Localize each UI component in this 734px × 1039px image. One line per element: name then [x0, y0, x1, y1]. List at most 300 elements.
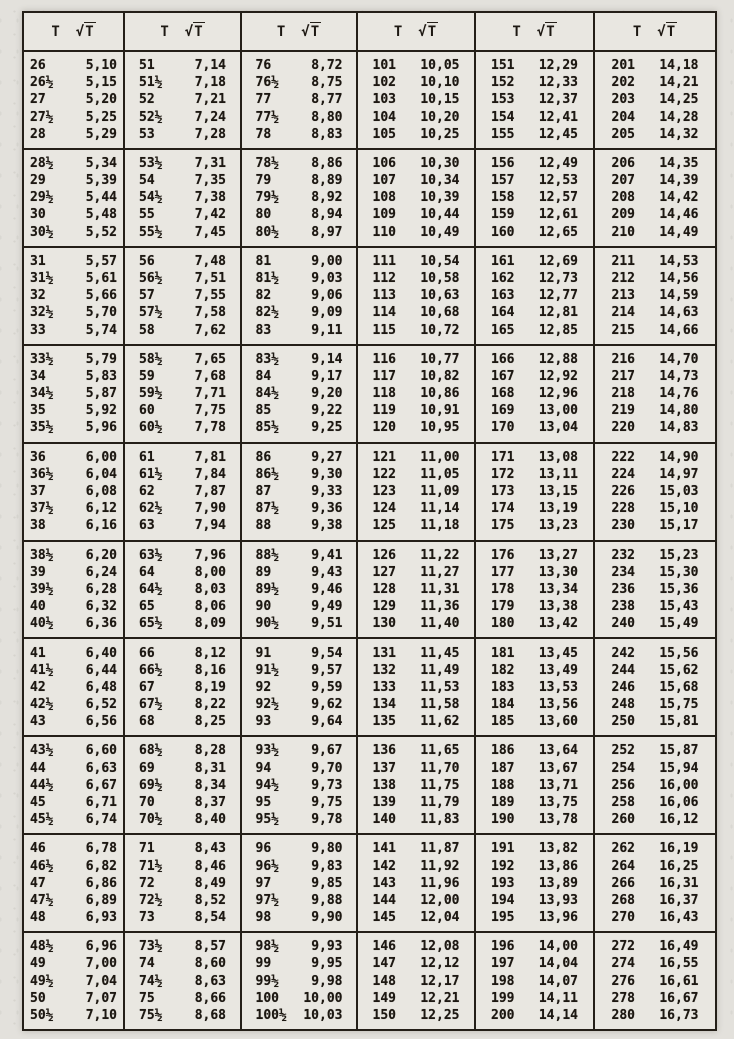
table-row: [24, 468, 123, 481]
table-row: [24, 255, 123, 268]
row-block: [595, 52, 715, 148]
t-value: 77½: [255, 109, 279, 125]
sqrt-value: 7,04: [85, 973, 117, 989]
t-value: 48: [30, 909, 46, 925]
table-row: [242, 877, 356, 890]
t-value: 185: [491, 714, 515, 730]
t-value: 84: [255, 369, 272, 384]
sqrt-value: 9,41: [311, 547, 343, 563]
t-value: 218: [611, 386, 635, 402]
t-value: 95: [255, 794, 272, 810]
sqrt-value: 15,81: [659, 714, 699, 730]
t-value: 126: [372, 547, 396, 563]
table-row: [125, 813, 240, 826]
t-value: 165: [491, 322, 515, 338]
table-row: [595, 975, 715, 988]
t-value: 111: [372, 253, 396, 269]
t-value: 105: [372, 126, 396, 142]
sqrt-value: 13,23: [538, 518, 578, 534]
t-value: 156: [491, 156, 515, 172]
t-value: 76: [255, 58, 272, 74]
t-value: 115: [372, 322, 396, 338]
sqrt-value: 15,23: [659, 547, 699, 563]
table-row: [595, 600, 715, 613]
sqrt-value: 11,40: [420, 616, 460, 632]
table-row: [242, 128, 356, 141]
table-row: [242, 698, 356, 711]
sqrt-value: 8,72: [311, 58, 343, 74]
sqrt-value: 12,37: [538, 92, 578, 108]
t-value: 254: [611, 760, 635, 776]
sqrt-value: 5,44: [85, 190, 117, 206]
table-row: [595, 940, 715, 953]
row-block: [24, 52, 123, 148]
sqrt-value: 10,95: [420, 420, 460, 436]
table-row: [125, 451, 240, 464]
sqrt-value: 10,00: [303, 990, 343, 1006]
table-row: [595, 715, 715, 728]
column-header: [242, 13, 356, 52]
t-value: 80: [255, 207, 272, 223]
t-value: 268: [611, 892, 635, 908]
table-row: [595, 877, 715, 890]
sqrt-value: 12,65: [538, 224, 578, 240]
table-row: [125, 324, 240, 337]
table-row: [24, 306, 123, 319]
t-value: 189: [491, 794, 515, 810]
sqrt-value: 10,10: [420, 75, 460, 91]
table-row: [476, 957, 593, 970]
table-row: [24, 566, 123, 579]
sqrt-value: 9,20: [311, 386, 343, 402]
t-value: 103: [372, 92, 396, 108]
sqrt-value: 10,82: [420, 369, 460, 384]
table-row: [24, 93, 123, 106]
sqrt-value: 13,04: [538, 420, 578, 436]
table-row: [476, 975, 593, 988]
sqrt-value: 12,45: [538, 126, 578, 142]
table-row: [242, 664, 356, 677]
table-row: [125, 647, 240, 660]
sqrt-value: 15,03: [659, 484, 699, 500]
t-value: 95½: [255, 812, 279, 828]
table-row: [358, 404, 474, 417]
t-value: 187: [491, 760, 515, 776]
t-value: 244: [611, 662, 635, 678]
t-value: 274: [611, 956, 635, 972]
t-value: 64: [139, 564, 155, 580]
table-row: [476, 519, 593, 532]
t-value: 40½: [30, 616, 54, 632]
sqrt-value: 16,31: [659, 875, 699, 891]
table-row: [125, 485, 240, 498]
t-value: 197: [491, 956, 515, 972]
t-value: 88½: [255, 547, 279, 563]
table-row: [595, 647, 715, 660]
sqrt-value: 8,19: [194, 679, 226, 695]
sqrt-value: 16,49: [659, 939, 699, 955]
sqrt-value: 14,63: [659, 305, 699, 321]
table-row: [476, 272, 593, 285]
table-row: [476, 940, 593, 953]
sqrt-value: 6,20: [85, 547, 117, 563]
sqrt-value: 13,00: [538, 403, 578, 419]
table-row: [358, 744, 474, 757]
table-row: [125, 715, 240, 728]
table-row: [125, 744, 240, 757]
table-row: [125, 940, 240, 953]
t-value: 110: [372, 224, 396, 240]
table-row: [595, 451, 715, 464]
sqrt-value: 8,92: [311, 190, 343, 206]
sqrt-value: 12,12: [420, 956, 460, 972]
t-value: 91: [255, 645, 272, 661]
table-row: [595, 860, 715, 873]
table-row: [595, 324, 715, 337]
table-row: [125, 111, 240, 124]
sqrt-value: 14,46: [659, 207, 699, 223]
column-header: [476, 13, 593, 52]
column-header: [24, 13, 123, 52]
table-row: [125, 353, 240, 366]
sqrt-value: 13,49: [538, 662, 578, 678]
table-row: [358, 208, 474, 221]
table-row: [476, 549, 593, 562]
t-value: 217: [611, 369, 635, 384]
t-value: 142: [372, 858, 396, 874]
t-value: 137: [372, 760, 396, 776]
sqrt-value: 7,51: [194, 271, 226, 287]
sqrt-value: 6,00: [85, 449, 117, 465]
table-row: [125, 681, 240, 694]
sqrt-value: 9,06: [311, 288, 343, 304]
table-row: [358, 451, 474, 464]
table-row: [595, 174, 715, 187]
table-row: [358, 975, 474, 988]
table-row: [595, 255, 715, 268]
table-row: [595, 370, 715, 383]
sqrt-value: 13,56: [538, 697, 578, 712]
sqrt-value: 10,44: [420, 207, 460, 223]
sqrt-value: 5,10: [85, 58, 117, 74]
t-value: 86: [255, 449, 272, 465]
sqrt-value: 8,66: [194, 990, 226, 1006]
table-row: [358, 421, 474, 434]
sqrt-value: 7,24: [194, 109, 226, 125]
table-row: [24, 324, 123, 337]
table-row: [125, 1009, 240, 1022]
table-row: [125, 519, 240, 532]
sqrt-value: 11,58: [420, 697, 460, 712]
table-row: [242, 324, 356, 337]
t-value: 91½: [255, 662, 279, 678]
sqrt-value: 6,16: [85, 518, 117, 534]
table-row: [476, 485, 593, 498]
table-row: [358, 647, 474, 660]
t-value: 139: [372, 794, 396, 810]
sqrt-value: 14,11: [538, 990, 578, 1006]
t-value: 145: [372, 909, 396, 925]
t-value: 41½: [30, 662, 54, 678]
table-row: [125, 894, 240, 907]
table-row: [24, 451, 123, 464]
t-value: 28½: [30, 156, 54, 172]
sqrt-value: 7,90: [194, 501, 226, 517]
table-row: [125, 698, 240, 711]
sqrt-value: 8,49: [194, 875, 226, 891]
t-value: 54: [139, 173, 155, 189]
sqrt-value: 14,49: [659, 224, 699, 240]
table-row: [242, 370, 356, 383]
t-value: 60½: [139, 420, 163, 436]
table-row: [476, 583, 593, 596]
sqrt-value: 6,74: [85, 812, 117, 828]
t-value: 125: [372, 518, 396, 534]
sqrt-value: 13,45: [538, 645, 578, 661]
sqrt-value: 7,87: [194, 484, 226, 500]
table-row: [125, 911, 240, 924]
table-row: [595, 353, 715, 366]
t-value: 173: [491, 484, 515, 500]
t-value: 127: [372, 564, 396, 580]
t-value: 38: [30, 518, 46, 534]
t-value: 193: [491, 875, 515, 891]
table-row: [125, 191, 240, 204]
t-value: 27: [30, 92, 46, 108]
table-row: [476, 76, 593, 89]
table-row: [125, 289, 240, 302]
sqrt-value: 10,49: [420, 224, 460, 240]
t-value: 26: [30, 58, 46, 74]
sqrt-value: 10,39: [420, 190, 460, 206]
sqrt-value: 13,11: [538, 466, 578, 482]
table-row: [125, 877, 240, 890]
table-row: [595, 957, 715, 970]
radical-sign: √: [657, 23, 666, 40]
sqrt-value: 12,57: [538, 190, 578, 206]
t-value: 29½: [30, 190, 54, 206]
header-t-label: T: [512, 23, 521, 40]
table-row: [24, 617, 123, 630]
t-value: 98½: [255, 939, 279, 955]
t-value: 100: [255, 990, 279, 1006]
table-row: [125, 208, 240, 221]
t-value: 179: [491, 599, 515, 615]
t-value: 158: [491, 190, 515, 206]
table-row: [476, 226, 593, 239]
t-value: 39: [30, 564, 46, 580]
t-value: 45½: [30, 812, 54, 828]
table-row: [358, 877, 474, 890]
sqrt-value: 11,05: [420, 466, 460, 482]
sqrt-value: 12,00: [420, 892, 460, 908]
sqrt-value: 9,95: [311, 956, 343, 972]
sqrt-value: 15,49: [659, 616, 699, 632]
radicand-letter: T: [310, 23, 320, 40]
t-value: 64½: [139, 581, 163, 597]
sqrt-value: 14,56: [659, 271, 699, 287]
table-row: [358, 1009, 474, 1022]
t-value: 106: [372, 156, 396, 172]
table-row: [125, 664, 240, 677]
t-value: 49: [30, 956, 46, 972]
t-value: 66: [139, 645, 155, 661]
sqrt-value: 8,57: [194, 939, 226, 955]
sqrt-value: 13,64: [538, 743, 578, 759]
sqrt-value: 8,09: [194, 616, 226, 632]
table-row: [125, 93, 240, 106]
sqrt-value: 14,97: [659, 466, 699, 482]
row-block: [595, 833, 715, 931]
sqrt-value: 9,27: [311, 449, 343, 465]
t-value: 41: [30, 645, 46, 661]
row-block: [24, 540, 123, 638]
sqrt-value: 9,98: [311, 973, 343, 989]
sqrt-value: 13,38: [538, 599, 578, 615]
sqrt-value: 9,57: [311, 662, 343, 678]
t-value: 30½: [30, 224, 54, 240]
table-row: [595, 111, 715, 124]
sqrt-value: 14,53: [659, 253, 699, 269]
t-value: 160: [491, 224, 515, 240]
sqrt-value: 6,82: [85, 858, 117, 874]
table-row: [125, 992, 240, 1005]
table-row: [595, 272, 715, 285]
sqrt-value: 14,14: [538, 1007, 578, 1023]
table-row: [242, 174, 356, 187]
t-value: 135: [372, 714, 396, 730]
row-block: [242, 637, 356, 735]
table-row: [358, 468, 474, 481]
sqrt-value: 13,15: [538, 484, 578, 500]
sqrt-value: 8,80: [311, 109, 343, 125]
t-value: 78: [255, 126, 272, 142]
t-value: 33½: [30, 351, 54, 367]
table-row: [125, 583, 240, 596]
t-value: 68: [139, 714, 155, 730]
table-row: [24, 762, 123, 775]
sqrt-value: 5,52: [85, 224, 117, 240]
t-value: 31: [30, 253, 46, 269]
table-row: [242, 289, 356, 302]
header-t-label: T: [51, 23, 60, 40]
t-value: 172: [491, 466, 515, 482]
t-value: 224: [611, 466, 635, 482]
table-row: [242, 975, 356, 988]
sqrt-value: 15,68: [659, 679, 699, 695]
t-value: 186: [491, 743, 515, 759]
table-row: [242, 485, 356, 498]
t-value: 32: [30, 288, 46, 304]
t-value: 166: [491, 351, 515, 367]
t-value: 155: [491, 126, 515, 142]
t-value: 216: [611, 351, 635, 367]
t-value: 79½: [255, 190, 279, 206]
sqrt-value: 5,34: [85, 156, 117, 172]
t-value: 203: [611, 92, 635, 108]
row-block: [125, 540, 240, 638]
row-block: [358, 246, 474, 344]
row-block: [125, 735, 240, 833]
column-header: [358, 13, 474, 52]
t-value: 177: [491, 564, 515, 580]
table-row: [242, 681, 356, 694]
sqrt-value: 6,32: [85, 599, 117, 615]
sqrt-value: 14,80: [659, 403, 699, 419]
sqrt-value: 15,94: [659, 760, 699, 776]
table-row: [242, 93, 356, 106]
sqrt-value: 7,18: [194, 75, 226, 91]
table-row: [24, 128, 123, 141]
t-value: 248: [611, 697, 635, 712]
t-value: 148: [372, 973, 396, 989]
sqrt-value: 8,60: [194, 956, 226, 972]
t-value: 112: [372, 271, 396, 287]
sqrt-value: 9,14: [311, 351, 343, 367]
table-row: [125, 842, 240, 855]
t-value: 88: [255, 518, 272, 534]
sqrt-value: 8,37: [194, 794, 226, 810]
t-value: 164: [491, 305, 515, 321]
table-row: [358, 894, 474, 907]
sqrt-value: 14,25: [659, 92, 699, 108]
sqrt-value: 8,77: [311, 92, 343, 108]
header-t-label: T: [632, 23, 642, 40]
sqrt-value: 9,43: [311, 564, 343, 580]
t-value: 97: [255, 875, 272, 891]
table-row: [476, 796, 593, 809]
row-block: [595, 540, 715, 638]
sqrt-value: 11,27: [420, 564, 460, 580]
table-row: [358, 911, 474, 924]
sqrt-value: 6,24: [85, 564, 117, 580]
sqrt-value: 10,25: [420, 126, 460, 142]
t-value: 43½: [30, 743, 54, 759]
t-value: 214: [611, 305, 635, 321]
table-row: [595, 191, 715, 204]
table-row: [24, 975, 123, 988]
sqrt-value: 14,18: [659, 58, 699, 74]
table-row: [24, 289, 123, 302]
t-value: 69½: [139, 777, 163, 793]
sqrt-value: 9,90: [311, 909, 343, 925]
sqrt-value: 9,30: [311, 466, 343, 482]
sqrt-value: 8,75: [311, 75, 343, 91]
row-block: [242, 246, 356, 344]
table-row: [476, 191, 593, 204]
table-row: [24, 894, 123, 907]
t-value: 59: [139, 369, 155, 384]
header-sqrt-label: [185, 24, 205, 40]
t-value: 129: [372, 599, 396, 615]
sqrt-value: 9,17: [311, 369, 343, 384]
row-block: [595, 344, 715, 442]
sqrt-value: 12,61: [538, 207, 578, 223]
t-value: 181: [491, 645, 515, 661]
t-value: 43: [30, 714, 46, 730]
table-row: [125, 779, 240, 792]
table-row: [125, 226, 240, 239]
t-value: 93: [255, 714, 272, 730]
t-value: 132: [372, 662, 396, 678]
sqrt-value: 11,70: [420, 760, 460, 776]
sqrt-value: 12,85: [538, 322, 578, 338]
t-value: 62½: [139, 501, 163, 517]
radicand-letter: T: [666, 23, 676, 40]
sqrt-value: 10,20: [420, 109, 460, 125]
sqrt-value: 12,88: [538, 351, 578, 367]
sqrt-value: 6,71: [85, 794, 117, 810]
